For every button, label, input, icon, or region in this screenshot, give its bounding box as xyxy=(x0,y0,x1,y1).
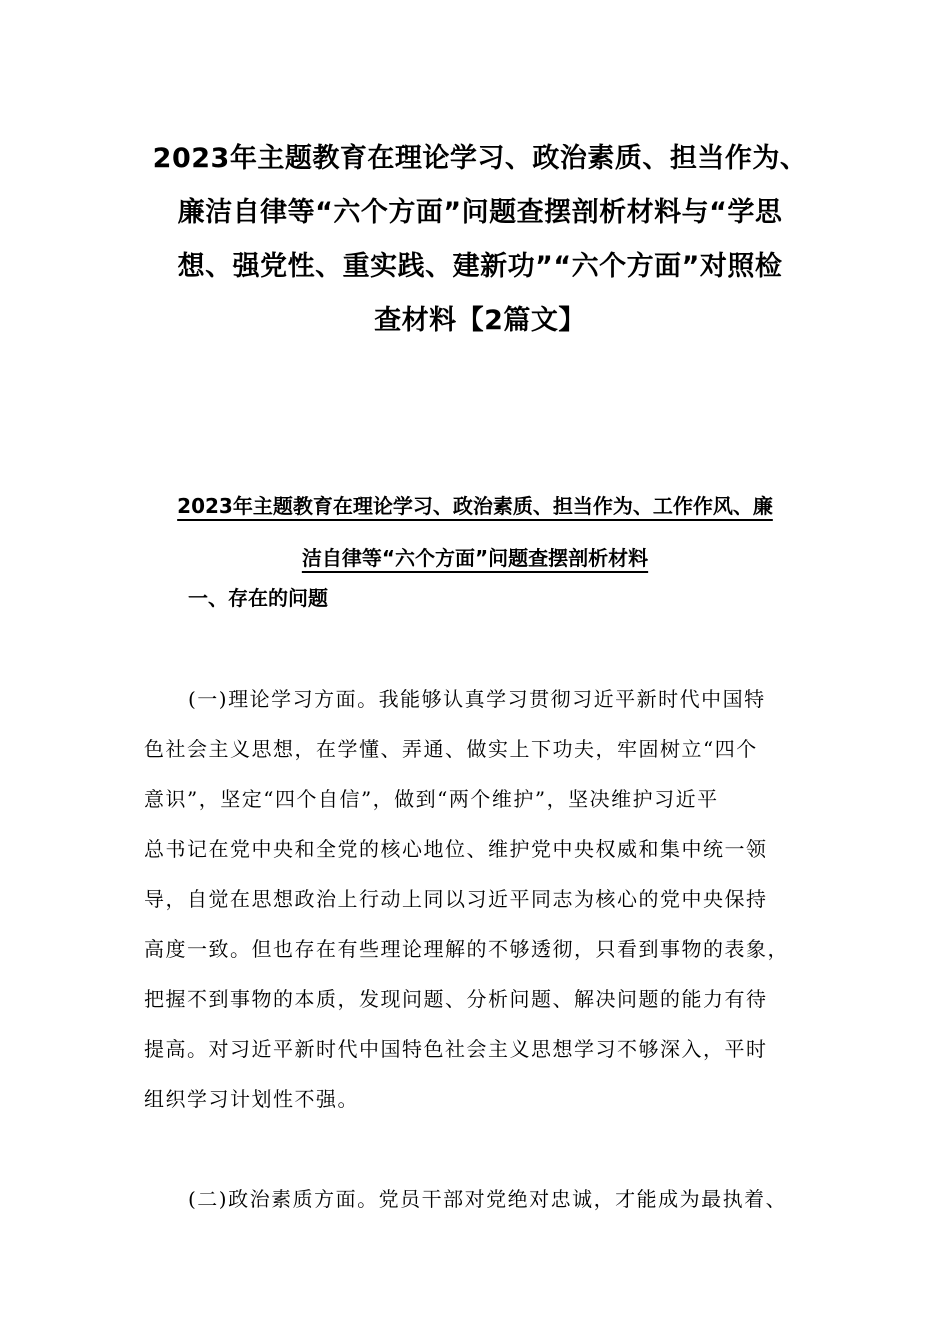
paragraph-line: (二)政治素质方面。党员干部对党绝对忠诚，才能成为最执着、 xyxy=(188,1187,788,1211)
paragraph-line: (一)理论学习方面。我能够认真学习贯彻习近平新时代中国特 xyxy=(188,687,766,711)
paragraph-political-quality xyxy=(144,1174,824,1224)
section-heading: 一、存在的问题 xyxy=(188,586,328,610)
paragraph-line: 高度一致。但也存在有些理论理解的不够透彻，只看到事物的表象， xyxy=(144,937,789,961)
paragraph-line: 把握不到事物的本质，发现问题、分析问题、解决问题的能力有待 xyxy=(144,987,768,1011)
paragraph-theory-study xyxy=(144,674,824,1124)
subtitle-line: 洁自律等“六个方面”问题查摆剖析材料 xyxy=(301,546,649,570)
title-line: 廉洁自律等“六个方面”问题查摆剖析材料与“学思 xyxy=(177,197,783,228)
paragraph-line: 导，自觉在思想政治上行动上同以习近平同志为核心的党中央保持 xyxy=(144,887,768,911)
paragraph-line: 提高。对习近平新时代中国特色社会主义思想学习不够深入，平时 xyxy=(144,1037,768,1061)
paragraph-line: 总书记在党中央和全党的核心地位、维护党中央权威和集中统一领 xyxy=(144,837,768,861)
paragraph-line: 组织学习计划性不强。 xyxy=(144,1087,359,1111)
paragraph-line: 色社会主义思想，在学懂、弄通、做实上下功夫，牢固树立“四个 xyxy=(144,737,758,761)
article-subtitle xyxy=(140,480,810,584)
document-title xyxy=(140,132,820,348)
title-line: 想、强党性、重实践、建新功”“六个方面”对照检 xyxy=(177,251,783,282)
title-line: 2023年主题教育在理论学习、政治素质、担当作为、 xyxy=(152,143,808,174)
paragraph-line: 意识”，坚定“四个自信”，做到“两个维护”，坚决维护习近平 xyxy=(144,787,719,811)
subtitle-line: 2023年主题教育在理论学习、政治素质、担当作为、工作作风、廉 xyxy=(177,494,773,518)
title-line: 查材料【2篇文】 xyxy=(374,305,586,336)
